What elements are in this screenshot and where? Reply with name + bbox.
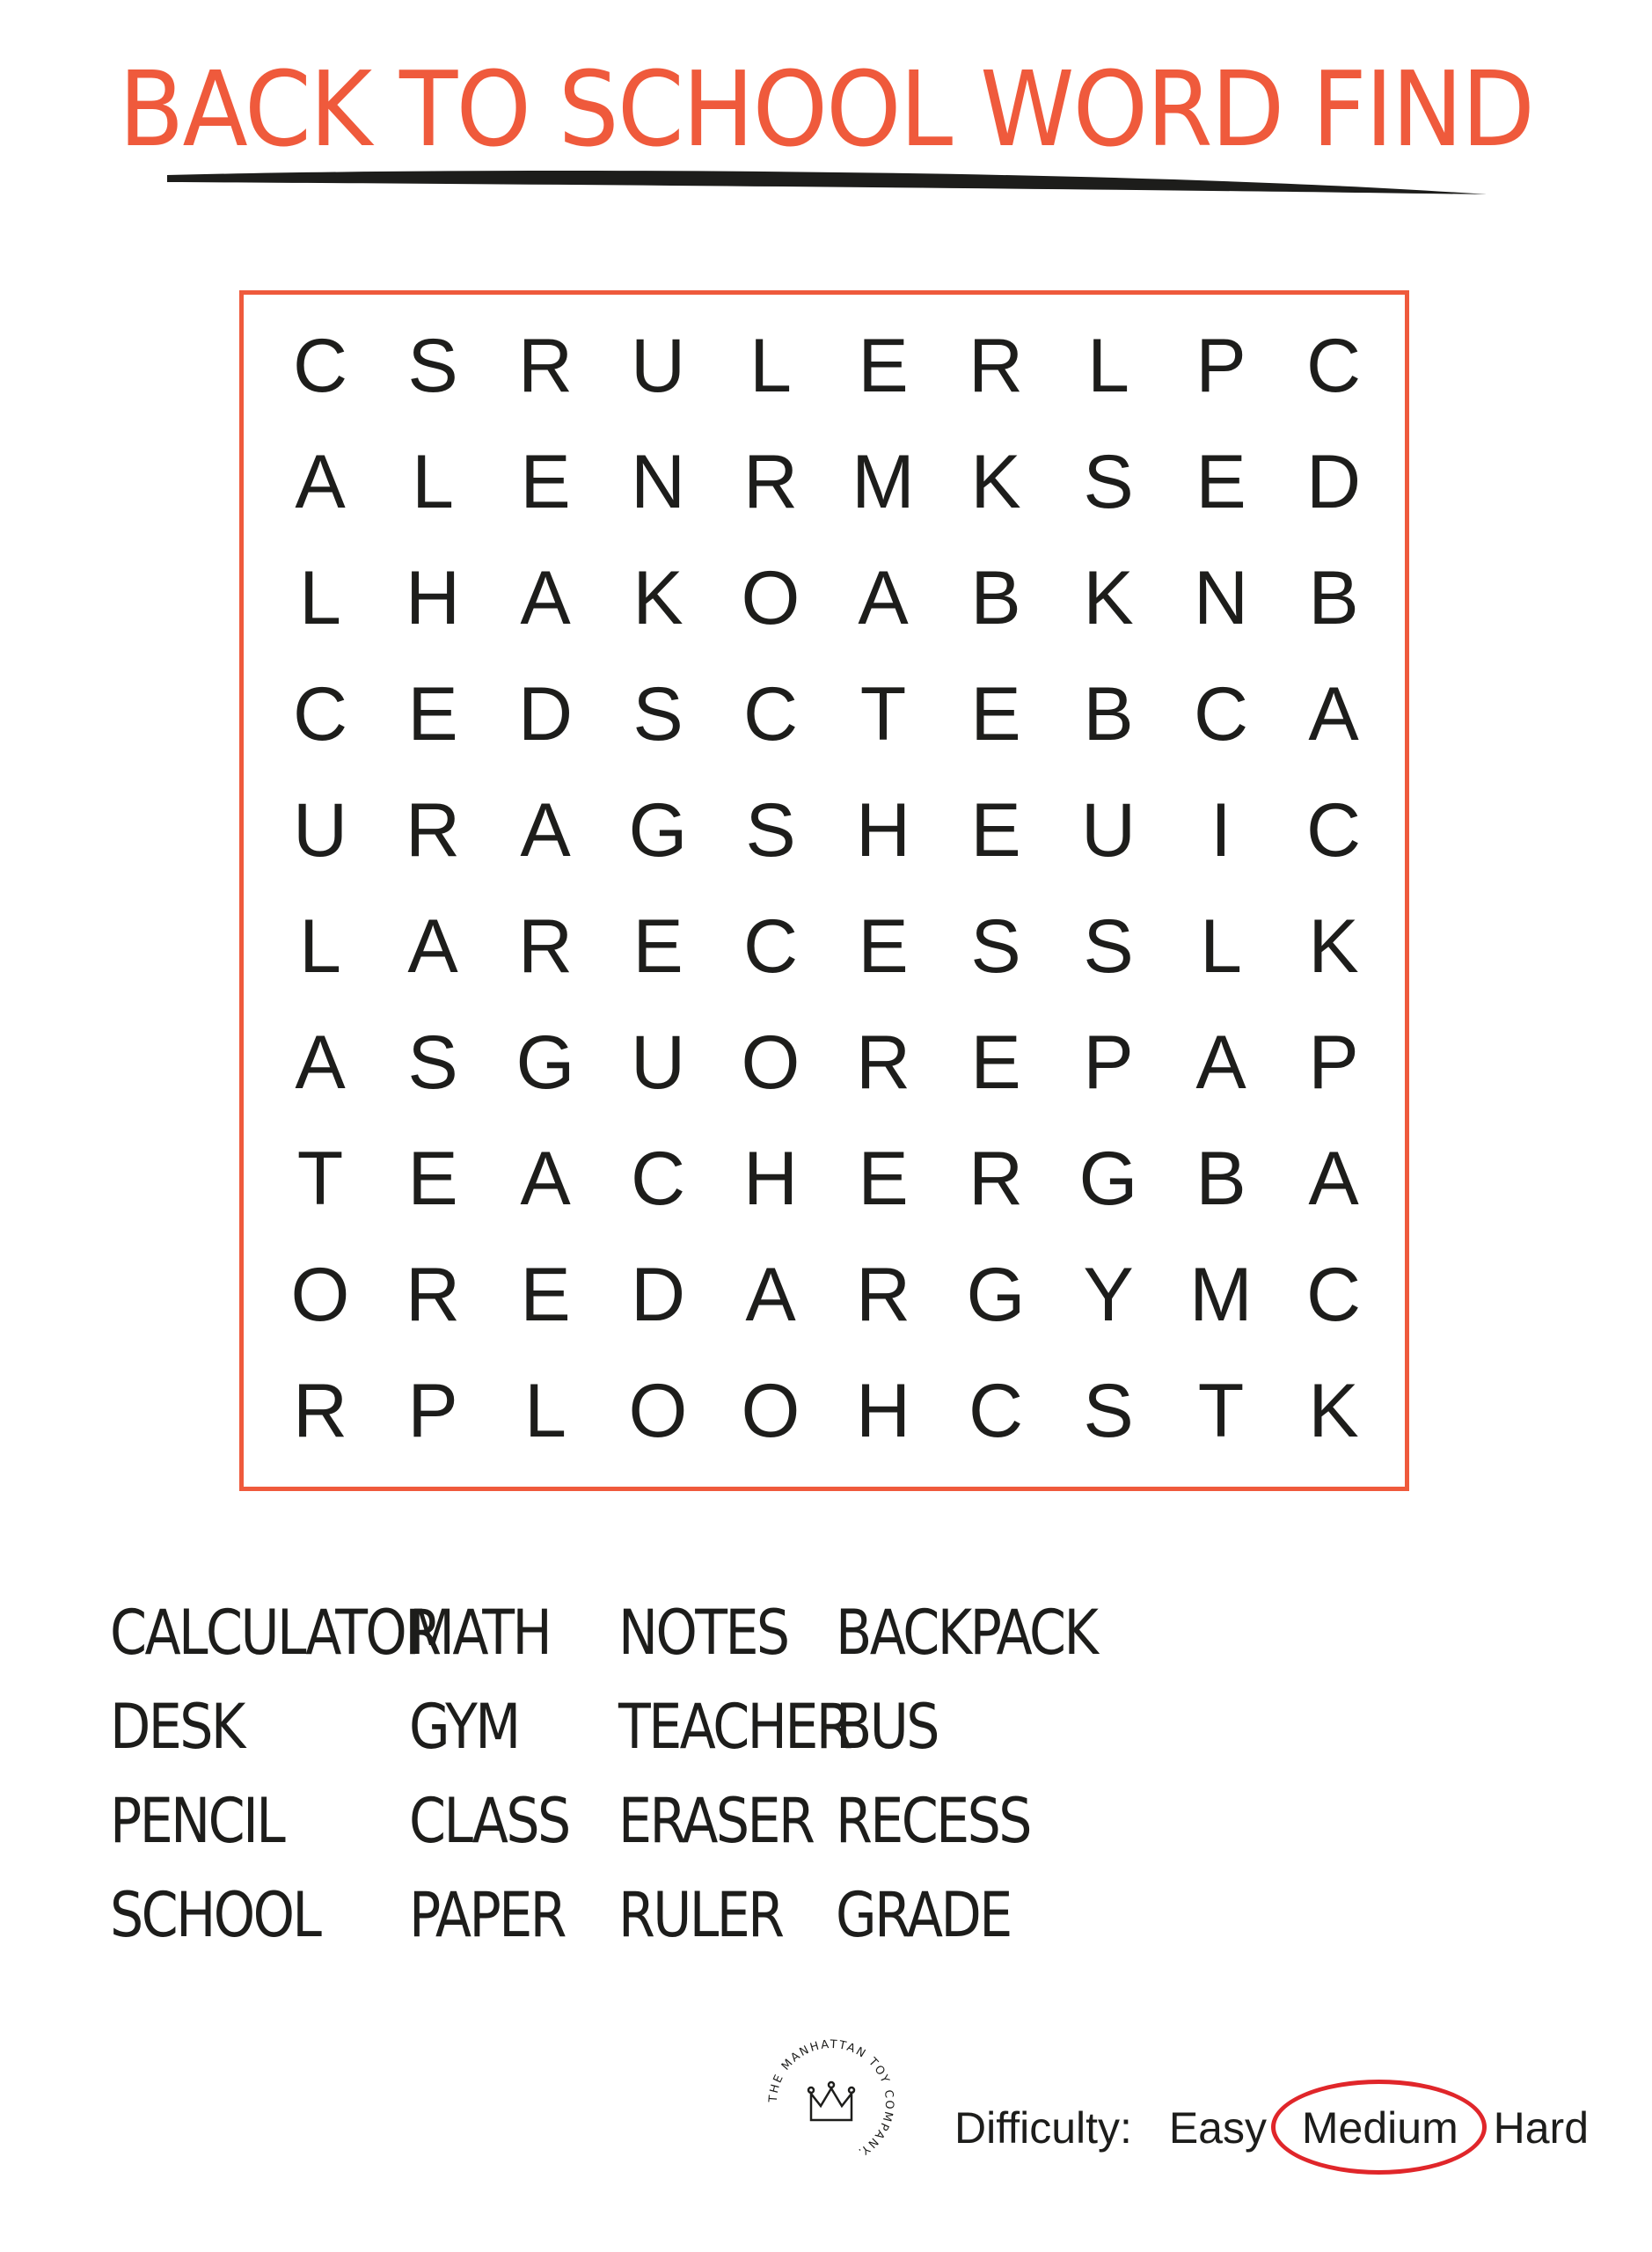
grid-letter: A xyxy=(1308,671,1359,757)
grid-letter: L xyxy=(749,323,792,408)
word-item: RULER xyxy=(618,1879,783,1951)
grid-letter: R xyxy=(517,903,574,989)
grid-letter: A xyxy=(1308,1136,1359,1221)
grid-letter: A xyxy=(745,1252,796,1337)
grid-letter: S xyxy=(1083,903,1134,989)
grid-letter: E xyxy=(407,1136,458,1221)
grid-letter: B xyxy=(1083,671,1134,757)
word-item: NOTES xyxy=(618,1597,788,1669)
grid-letter: G xyxy=(515,1020,575,1105)
grid-letter: E xyxy=(970,671,1021,757)
svg-text:THE MANHATTAN TOY COMPANY. xyxy=(767,2038,895,2160)
grid-letter: U xyxy=(292,787,348,873)
grid-letter: C xyxy=(742,671,799,757)
grid-letter: S xyxy=(1083,1368,1134,1453)
grid-letter: R xyxy=(742,439,799,524)
grid-letter: L xyxy=(299,903,341,989)
grid-letter: E xyxy=(970,787,1021,873)
grid-letter: H xyxy=(855,787,911,873)
word-item: MATH xyxy=(409,1597,551,1669)
difficulty-medium-label: Medium xyxy=(1301,2103,1458,2153)
grid-letter: O xyxy=(741,1368,800,1453)
difficulty-easy: Easy xyxy=(1168,2103,1267,2153)
grid-letter: I xyxy=(1210,787,1232,873)
word-item: GYM xyxy=(409,1691,519,1763)
grid-letter: E xyxy=(1195,439,1246,524)
grid-letter: E xyxy=(858,1136,909,1221)
word-item: DESK xyxy=(110,1691,244,1763)
grid-letter: C xyxy=(1305,787,1362,873)
word-item: TEACHER xyxy=(618,1691,852,1763)
grid-letter: K xyxy=(1083,555,1134,640)
difficulty-rating xyxy=(954,2102,1612,2155)
grid-letter: A xyxy=(520,787,571,873)
grid-letter: S xyxy=(407,1020,458,1105)
grid-letter: B xyxy=(1308,555,1359,640)
grid-letter: G xyxy=(628,787,688,873)
grid-letter: O xyxy=(741,1020,800,1105)
grid-letter: O xyxy=(290,1252,350,1337)
grid-letter: R xyxy=(517,323,574,408)
letter-grid xyxy=(264,308,1390,1469)
grid-letter: T xyxy=(296,1136,344,1221)
grid-letter: A xyxy=(1195,1020,1246,1105)
difficulty-hard: Hard xyxy=(1493,2103,1590,2153)
page-title: BACK TO SCHOOL WORD FIND xyxy=(118,48,1534,170)
grid-letter: K xyxy=(632,555,683,640)
grid-letter: S xyxy=(745,787,796,873)
grid-letter: H xyxy=(405,555,461,640)
grid-letter: A xyxy=(520,555,571,640)
grid-letter: K xyxy=(970,439,1021,524)
grid-letter: A xyxy=(295,439,346,524)
grid-letter: H xyxy=(855,1368,911,1453)
difficulty-medium xyxy=(1302,2102,1458,2153)
word-column xyxy=(409,1597,595,1973)
word-item: CLASS xyxy=(409,1785,569,1857)
grid-letter: A xyxy=(520,1136,571,1221)
grid-letter: R xyxy=(855,1252,911,1337)
grid-letter: L xyxy=(412,439,454,524)
grid-letter: S xyxy=(632,671,683,757)
word-column xyxy=(836,1597,1139,1973)
grid-letter: M xyxy=(852,439,915,524)
grid-letter: C xyxy=(968,1368,1024,1453)
grid-letter: H xyxy=(742,1136,799,1221)
grid-letter: C xyxy=(292,323,348,408)
grid-letter: D xyxy=(517,671,574,757)
title-underline xyxy=(167,163,1487,202)
grid-letter: S xyxy=(1083,439,1134,524)
grid-letter: P xyxy=(407,1368,458,1453)
word-list xyxy=(110,1597,1605,1975)
grid-letter: C xyxy=(742,903,799,989)
grid-letter: L xyxy=(299,555,341,640)
grid-letter: K xyxy=(1308,1368,1359,1453)
grid-letter: E xyxy=(520,1252,571,1337)
grid-letter: U xyxy=(1080,787,1137,873)
word-item: CALCULATOR xyxy=(110,1597,440,1669)
grid-letter: S xyxy=(407,323,458,408)
grid-letter: R xyxy=(405,1252,461,1337)
grid-letter: C xyxy=(1305,1252,1362,1337)
grid-letter: M xyxy=(1189,1252,1253,1337)
grid-letter: C xyxy=(1193,671,1249,757)
word-item: PENCIL xyxy=(110,1785,284,1857)
word-item: BUS xyxy=(836,1691,938,1763)
grid-letter: T xyxy=(1197,1368,1245,1453)
crown-icon xyxy=(808,2082,854,2120)
grid-letter: A xyxy=(295,1020,346,1105)
grid-letter: B xyxy=(1195,1136,1246,1221)
grid-letter: U xyxy=(630,323,686,408)
word-item: BACKPACK xyxy=(836,1597,1097,1669)
grid-letter: C xyxy=(630,1136,686,1221)
word-item: RECESS xyxy=(836,1785,1030,1857)
grid-letter: E xyxy=(858,903,909,989)
grid-letter: P xyxy=(1083,1020,1134,1105)
grid-letter: R xyxy=(405,787,461,873)
difficulty-label: Difficulty: xyxy=(954,2103,1132,2153)
grid-letter: B xyxy=(970,555,1021,640)
selected-circle-mark xyxy=(1271,2080,1487,2175)
grid-letter: R xyxy=(855,1020,911,1105)
grid-letter: D xyxy=(1305,439,1362,524)
grid-letter: Y xyxy=(1083,1252,1134,1337)
grid-letter: N xyxy=(1193,555,1249,640)
grid-letter: A xyxy=(858,555,909,640)
company-logo xyxy=(761,2032,902,2173)
grid-letter: E xyxy=(520,439,571,524)
grid-letter: P xyxy=(1195,323,1246,408)
grid-letter: C xyxy=(1305,323,1362,408)
grid-letter: G xyxy=(966,1252,1026,1337)
word-item: GRADE xyxy=(836,1879,1011,1951)
word-item: SCHOOL xyxy=(110,1879,320,1951)
grid-letter: R xyxy=(292,1368,348,1453)
grid-letter: R xyxy=(968,1136,1024,1221)
grid-letter: O xyxy=(741,555,800,640)
grid-letter: S xyxy=(970,903,1021,989)
word-item: PAPER xyxy=(409,1879,565,1951)
logo-text: THE MANHATTAN TOY COMPANY. xyxy=(766,2037,896,2160)
grid-letter: D xyxy=(630,1252,686,1337)
grid-letter: K xyxy=(1308,903,1359,989)
grid-letter: R xyxy=(968,323,1024,408)
grid-letter: U xyxy=(630,1020,686,1105)
grid-letter: P xyxy=(1308,1020,1359,1105)
grid-letter: O xyxy=(628,1368,688,1453)
grid-letter: E xyxy=(407,671,458,757)
grid-letter: E xyxy=(970,1020,1021,1105)
grid-letter: L xyxy=(524,1368,567,1453)
grid-letter: C xyxy=(292,671,348,757)
grid-letter: A xyxy=(407,903,458,989)
grid-letter: L xyxy=(1200,903,1242,989)
grid-letter: E xyxy=(632,903,683,989)
grid-letter: E xyxy=(858,323,909,408)
grid-letter: G xyxy=(1078,1136,1138,1221)
word-item: ERASER xyxy=(618,1785,814,1857)
grid-letter: N xyxy=(630,439,686,524)
grid-letter: L xyxy=(1087,323,1129,408)
grid-letter: T xyxy=(859,671,907,757)
